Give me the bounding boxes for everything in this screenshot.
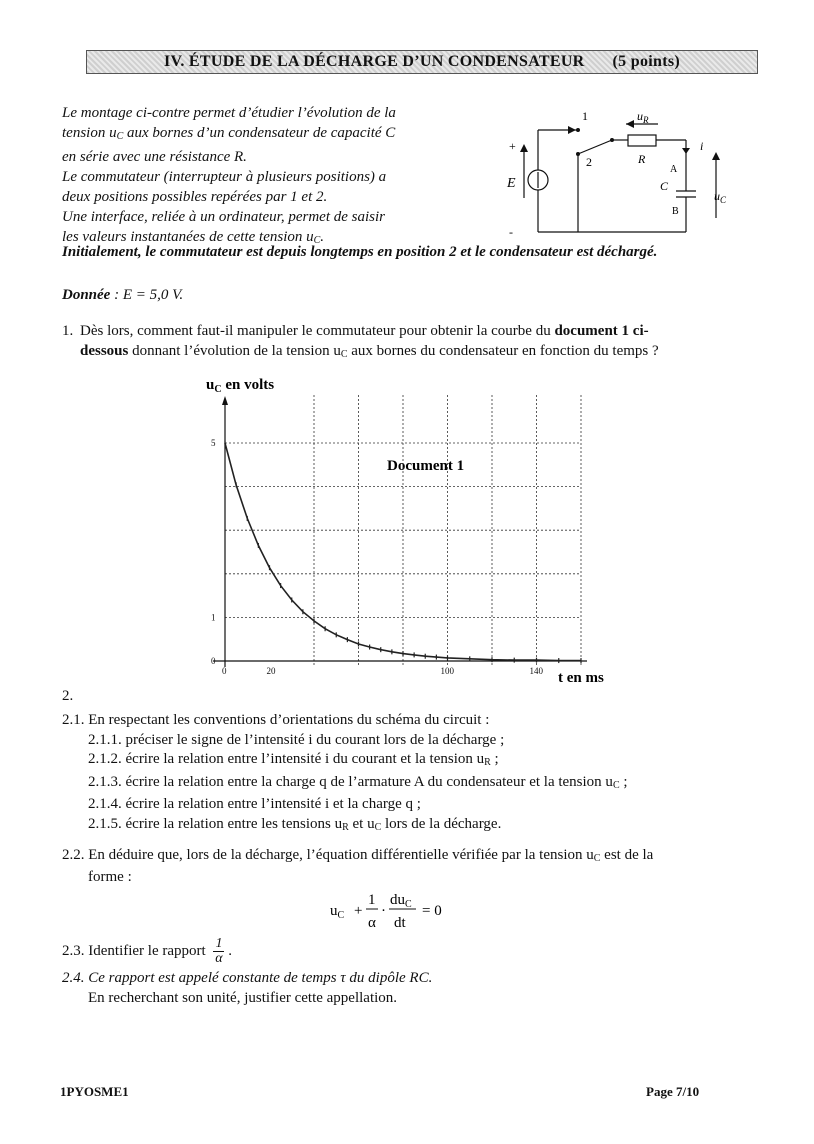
- intro-line-6: Une interface, reliée à un ordinateur, permet de saisir: [62, 209, 385, 225]
- q213-sub: C: [612, 779, 620, 791]
- x-tick-label: 100: [440, 666, 454, 676]
- q213: [62, 773, 762, 796]
- q22-text-a: 2.2. En déduire que, lors de la décharge, l’équation différentielle vérifiée par la tension u: [62, 847, 594, 863]
- footer-page: Page 7/10: [646, 1084, 700, 1099]
- q1-text-a: Dès lors, comment faut-il manipuler le commutateur pour obtenir la courbe du: [80, 323, 551, 339]
- q215-sub-c: C: [374, 821, 382, 833]
- intro-line-1: Le montage ci-contre permet d’étudier l’évolution de la: [62, 105, 396, 121]
- circuit-r-label: R: [638, 152, 646, 166]
- circuit-e-label: E: [507, 176, 516, 191]
- chart-title: Document 1: [387, 458, 465, 474]
- chart-ylabel: $u_C$ en volts: [206, 377, 275, 395]
- donnee: [62, 287, 183, 304]
- intro-dot: .: [320, 229, 325, 245]
- donnee-value: : E = 5,0 V.: [110, 287, 184, 303]
- circuit-b-label: B: [672, 206, 679, 217]
- var-c-sub-2: C: [313, 235, 321, 246]
- q213-semi: ;: [619, 773, 628, 790]
- question-2-2: [62, 846, 757, 887]
- x-tick-label: 20: [266, 666, 276, 676]
- circuit-minus: -: [509, 225, 513, 239]
- eq-plus: +: [354, 903, 363, 919]
- chart-xlabel: t en ms: [558, 670, 604, 686]
- circuit-diagram: [496, 108, 746, 243]
- q22-sub: C: [593, 853, 601, 864]
- q215-sub-r: R: [342, 821, 349, 833]
- eq-du: $du_C$: [390, 892, 412, 910]
- q24-text-b: En recherchant son unité, justifier cette appellation.: [88, 990, 398, 1006]
- eq-dot: ·: [381, 903, 386, 919]
- q215-end: lors de la décharge.: [381, 815, 502, 832]
- q1-text-b: donnant l’évolution de la tension: [132, 343, 330, 359]
- intro-line-2b: aux bornes d’un condensateur de capacité C: [127, 125, 396, 141]
- circuit-plus: +: [509, 139, 516, 153]
- initial-condition: Initialement, le commutateur est depuis longtemps en position 2 et le condensateur est déchargé.: [62, 244, 658, 260]
- y-tick-label: 5: [211, 438, 216, 448]
- x-tick-label: 140: [529, 666, 543, 676]
- q22-text-c: forme :: [88, 869, 132, 885]
- section-title-bar: [86, 50, 758, 74]
- q1-bold-b: dessous: [80, 343, 129, 359]
- q24-text-a: 2.4. Ce rapport est appelé constante de temps τ du dipôle RC.: [62, 970, 433, 986]
- question-2-4: [62, 968, 432, 1008]
- chart-ticks: [211, 438, 544, 676]
- document-1-chart: [190, 372, 630, 688]
- section-points: (5 points): [612, 53, 680, 70]
- intro-line-2: [62, 123, 460, 147]
- chart-grid: [225, 394, 581, 665]
- q212-semi: ;: [490, 751, 499, 767]
- q1-num: 1.: [62, 323, 74, 339]
- donnee-label: Donnée: [62, 287, 111, 303]
- q215: [62, 815, 762, 838]
- q23-num: 1: [215, 936, 223, 951]
- q23-end: .: [228, 942, 232, 959]
- intro-paragraph: [62, 103, 460, 251]
- intro-line-5: deux positions possibles repérées par 1 et 2.: [62, 189, 328, 205]
- q214: 2.1.4. écrire la relation entre l’intensité i et la charge q ;: [88, 796, 421, 812]
- q212: [62, 750, 762, 773]
- q213-text: 2.1.3. écrire la relation entre la charge q de l’armature A du condensateur et la tension u: [88, 773, 613, 790]
- y-axis-arrow: [222, 396, 228, 405]
- q212-text: 2.1.2. écrire la relation entre l’intensité i du courant et la tension u: [88, 751, 485, 767]
- eq-dt: dt: [394, 915, 406, 931]
- differential-equation: [330, 888, 470, 934]
- circuit-i-label: i: [700, 139, 704, 153]
- y-tick-label: 0: [211, 656, 216, 666]
- circuit-ur-label: $u_R$: [637, 109, 649, 125]
- section-title: IV. ÉTUDE DE LA DÉCHARGE D’UN CONDENSATEUR: [164, 53, 585, 70]
- footer-code: 1PYOSME1: [60, 1084, 129, 1099]
- eq-den: α: [368, 915, 376, 931]
- intro-line-4: Le commutateur (interrupteur à plusieurs positions) a: [62, 169, 387, 185]
- question-2: 2.: [62, 688, 74, 704]
- circuit-uc-label: $u_C$: [714, 189, 727, 205]
- chart-axes: [213, 396, 587, 667]
- var-u-2: u: [306, 229, 314, 245]
- q23-text: 2.3. Identifier le rapport: [62, 942, 206, 959]
- intro-line-3: en série avec une résistance R.: [62, 149, 247, 165]
- q1-bold-a: document 1 ci-: [554, 323, 649, 339]
- q23-fraction: [213, 937, 224, 966]
- q211: 2.1.1. préciser le signe de l’intensité i du courant lors de la décharge ;: [88, 731, 505, 748]
- intro-line-7a: les valeurs instantanées de cette tension: [62, 229, 303, 245]
- q23-den: α: [215, 951, 223, 966]
- q215-et: et u: [348, 815, 375, 832]
- eq-u: $u_C$: [330, 903, 345, 921]
- q1-uc-sub: C: [340, 349, 348, 360]
- question-2-3: [62, 937, 232, 966]
- q212-sub: R: [484, 757, 491, 768]
- var-c-sub: C: [116, 131, 124, 142]
- var-u: u: [109, 125, 117, 141]
- question-2-1: [62, 711, 762, 837]
- q21-head: 2.1. En respectant les conventions d’orientations du schéma du circuit :: [62, 712, 490, 728]
- q215-text: 2.1.5. écrire la relation entre les tensions u: [88, 815, 343, 832]
- q1-text-c: aux bornes du condensateur en fonction du temps ?: [351, 343, 659, 359]
- circuit-pos1: 1: [582, 109, 588, 123]
- y-tick-label: 1: [211, 612, 216, 623]
- question-1: 1. Dès lors, comment faut-il manipuler le commutateur pour obtenir la courbe du document 1 ci- dessous donnant l’évolution de la tension uC aux bornes du condensateur en fonction du temps ?: [62, 323, 659, 360]
- circuit-pos2: 2: [586, 155, 592, 169]
- intro-line-2a: tension: [62, 125, 106, 141]
- x-tick-label: 0: [222, 666, 227, 676]
- eq-zero: = 0: [422, 903, 442, 919]
- eq-num: 1: [368, 892, 376, 908]
- q22-text-b: est de la: [600, 847, 654, 863]
- circuit-a-label: A: [670, 164, 678, 175]
- circuit-c-label: C: [660, 179, 669, 193]
